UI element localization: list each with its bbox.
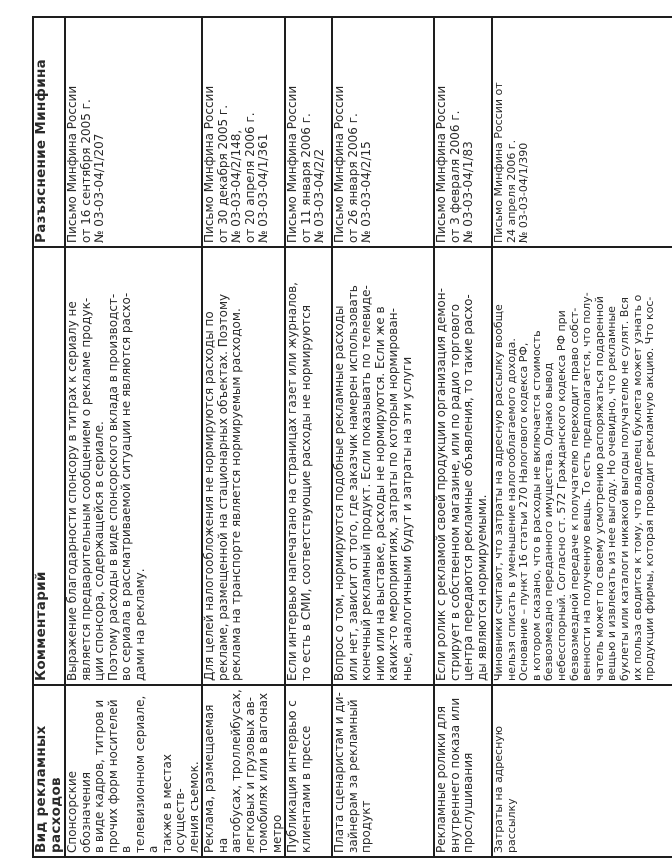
comment-text: Для целей налогообложения не нормируются расходы по рекламе, размещенной на стационарных объектах. Поэтому реклама на транспорте является нормируемым расходом. — [202, 293, 243, 681]
cell-comment — [285, 247, 332, 685]
comment-text: Вопрос о том, нормируются подобные рекламные расходы или нет, зависит от того, где заказчик намерен использовать конечный рекламный продукт. Если показывать по телевиде- нию или на выставке, расходы не нормируются. Если же в каких-то мероприятиях, затраты по которым нормирован- ные, аналогичными будут и затраты на эти услуги — [332, 285, 414, 681]
cell-explanation — [65, 17, 202, 247]
cell-explanation — [492, 17, 672, 247]
comment-text: Если интервью напечатано на страницах газет или журналов, то есть в СМИ, соответствующие расходы не нормируются — [285, 282, 313, 681]
cell-comment — [492, 247, 672, 685]
expense-type-text: Затраты на адресную рассылку — [492, 725, 518, 853]
table-header-row — [33, 17, 65, 857]
expense-type-text: Реклама, размещаемая на автобусах, троллейбусах, легковых и грузовых ав- томобилях или в вагонах метро — [202, 689, 284, 853]
comment-text: Выражение благодарности спонсору в титрах к сериалу не является предварительным сообщением о рекламе продук- ции спонсора, содержащейся в сериале. Поэтому расходы в виде спонсорского вклада в производст- во сериала в рассматриваемой ситуации не являются расхо- дами на рекламу. — [65, 292, 147, 681]
table-row — [332, 17, 434, 857]
cell-comment — [202, 247, 285, 685]
comment-text: Чиновники считают, что затраты на адресную рассылку вообще нельзя списать в уменьшение налогооблагаемого дохода. Основание – пункт 16 статьи 270 Налогового кодекса РФ, в котором сказано, что в расходы не включается стоимость безвозмездно переданного имущества. Однако вывод небесспорный. Согласно ст. 572 Гражданского кодекса РФ при безвозмездной передаче к получателю переходит право собст- венности на полученную вещь. То есть предполагается, что полу- чатель может по своему усмотрению распоряжаться подаренной вещью и извлекать из нее выгоду. Но очевидно, что рекламные буклеты или каталоги никакой выгоды получателю не сулят. Вся их польза сводится к тому, что владелец буклета может узнать о продукции фирмы, которая проводит рекламную акцию. Что кос- — [492, 292, 657, 681]
expense-type-text: Публикация интервью с клиентами в прессе — [285, 700, 313, 853]
cell-explanation — [434, 17, 492, 247]
comment-text: Если ролик с рекламой своей продукции организация демон- стрирует в собственном магазине, или по радио торгового центра передаются рекламные объявления, то такие расхо- ды являются нормируемыми. — [434, 288, 489, 681]
explanation-text: Письмо Минфина России от 24 апреля 2006 г. № 03-03-04/1/390 — [492, 82, 531, 243]
explanation-text: Письмо Минфина России от 30 декабря 2005 г. № 03-03-04/2/148, от 20 апреля 2006 г. № 03-03-04/1/361 — [202, 85, 270, 243]
cell-comment — [332, 247, 434, 685]
advertising-expenses-table — [32, 16, 672, 858]
expense-type-text: Спонсорские обозначения в виде кадров, титров и прочих форм носителей в телевизионном сериале, а также в местах осуществ- ления съемок. — [65, 695, 201, 853]
cell-explanation — [202, 17, 285, 247]
cell-expense-type — [202, 685, 285, 857]
table-row — [285, 17, 332, 857]
table-row — [202, 17, 285, 857]
expense-type-text: Рекламные ролики для внутреннего показа или прослушивания — [434, 697, 475, 853]
table-row — [492, 17, 672, 857]
header-comment: Комментарий — [33, 247, 65, 685]
explanation-text: Письмо Минфина России от 26 января 2006 г. № 03-03-04/2/15 — [332, 85, 373, 243]
explanation-text: Письмо Минфина России от 11 января 2006 г. № 03-03-04/2/2 — [285, 85, 326, 243]
table-row — [65, 17, 202, 857]
explanation-text: Письмо Минфина России от 3 февраля 2006 г. № 03-03-04/1/83 — [434, 85, 475, 243]
explanation-text: Письмо Минфина России от 16 сентября 2005 г. № 03-03-04/1/207 — [65, 85, 106, 243]
cell-expense-type — [434, 685, 492, 857]
cell-explanation — [332, 17, 434, 247]
cell-explanation — [285, 17, 332, 247]
cell-comment — [65, 247, 202, 685]
header-minfin-explanation: Разъяснение Минфина — [33, 17, 65, 247]
header-expense-type: Вид рекламных расходов — [33, 685, 65, 857]
cell-expense-type — [285, 685, 332, 857]
cell-expense-type — [65, 685, 202, 857]
table-row — [434, 17, 492, 857]
cell-expense-type — [492, 685, 672, 857]
cell-expense-type — [332, 685, 434, 857]
expense-type-text: Плата сценаристам и ди- зайнерам за рекламный продукт — [332, 692, 373, 853]
cell-comment — [434, 247, 492, 685]
